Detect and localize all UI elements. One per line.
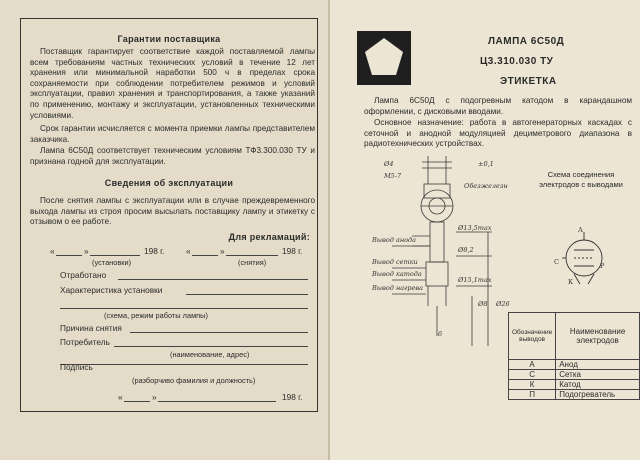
hand-reinforce: Обезжелезн (464, 182, 508, 190)
scheme-caption: (схема, режим работы лампы) (104, 311, 208, 320)
hand-heater: Вывод нагрева (372, 284, 424, 292)
hand-dim4: Ø26 (496, 300, 510, 308)
shipped-line (118, 279, 308, 280)
pin-name: Анод (556, 360, 640, 370)
pin-table-header (509, 313, 640, 360)
pin-name: Катод (556, 380, 640, 390)
date-open-1: « (50, 246, 55, 256)
hand-cathode: Вывод катода (372, 270, 422, 278)
sym-a: А (578, 226, 583, 234)
consumer-label: Потребитель (60, 337, 110, 347)
year-2: 198 г. (282, 246, 303, 256)
sym-k: К (568, 278, 574, 286)
hand-anode: Вывод анода (372, 236, 417, 244)
year-3: 198 г. (282, 392, 303, 402)
consumer-line (114, 346, 308, 347)
pin-col-symbol: Обозначение выводов (509, 313, 556, 360)
date-open-2: « (186, 246, 191, 256)
hand-dim7: ±0,1 (478, 160, 494, 168)
date-day-line-2 (192, 255, 218, 256)
date-day-line-1 (56, 255, 82, 256)
year-1: 198 г. (144, 246, 165, 256)
date-close-3: » (152, 392, 157, 402)
installed-caption: (установки) (92, 258, 132, 267)
sym-p: Р (600, 262, 605, 270)
pin-col-name: Наименование электродов (556, 313, 640, 360)
guarantee-text-1: Поставщик гарантирует соответствие каждой поставляемой лампы всем требованиям частных технических условий в течение 12 лет хранения или минимальной наработки 500 ч в пределах срока сохраняемости при соблюдении потребителем режимов и условий эксплуатации, правил хранения и транспортирования, а также указаний по применению, монтажу и эксплуатации, установленных техническими условиями. (30, 47, 315, 120)
table-row (509, 390, 640, 400)
signature-caption: (разборчиво фамилия и должность) (132, 376, 256, 385)
date-month-line-1 (90, 255, 140, 256)
pin-symbol: П (509, 390, 556, 400)
table-row (509, 370, 640, 380)
date-day-line-3 (124, 401, 150, 402)
hand-dim3: Ø15,1max (458, 276, 492, 284)
hand-dim2: Ø8,2 (458, 246, 474, 254)
consumer-line-2 (60, 364, 308, 365)
pin-table (508, 312, 640, 400)
hand-m: М5-7 (384, 172, 402, 180)
pentagon-logo-icon (356, 30, 412, 86)
purpose-text: Основное назначение: работа в автогенераторных каскадах с сеточной и анодной модуляцией дециметрового диапазона в радиотехнических устройствах. (364, 118, 632, 149)
claims-title: Для рекламаций: (228, 232, 310, 242)
install-char-line (186, 294, 308, 295)
operation-text: После снятия лампы с эксплуатации или в случае преждевременного выхода лампы из строя просим высылать поставщику лампу и этикетку с отзывом о ее работе. (30, 196, 315, 227)
reason-label: Причина снятия (60, 323, 122, 333)
install-char-line-2 (60, 308, 308, 309)
pin-symbol: А (509, 360, 556, 370)
shipped-label: Отработано (60, 270, 107, 280)
description-text: Лампа 6С50Д с подогревным катодом в карандашном оформлении, с дисковыми вводами. (364, 96, 632, 116)
electrode-schematic-icon (552, 228, 612, 288)
hand-dim5: Ø8 (478, 300, 488, 308)
date-month-line-2 (226, 255, 278, 256)
diagram-title: Схема соединения электродов с выводами (539, 170, 623, 189)
operation-title: Сведения об эксплуатации (104, 178, 234, 188)
signature-label: Подпись (60, 362, 93, 372)
sym-c: С (554, 258, 559, 266)
date-open-3: « (118, 392, 123, 402)
guarantee-text-2: Срок гарантии исчисляется с момента приемки лампы представителем заказчика. (30, 124, 315, 144)
pin-name: Подогреватель (556, 390, 640, 400)
removed-caption: (снятия) (238, 258, 267, 267)
date-close-2: » (220, 246, 225, 256)
reason-line (130, 332, 308, 333)
pin-symbol: С (509, 370, 556, 380)
consumer-caption: (наименование, адрес) (170, 350, 250, 359)
date-month-line-3 (158, 401, 276, 402)
guarantee-text-3: Лампа 6С50Д соответствует техническим условиям ТФ3.300.030 ТУ и признана годной для эксплуатации. (30, 146, 315, 166)
date-close-1: » (84, 246, 89, 256)
spec-number: Ц3.310.030 ТУ (480, 56, 554, 67)
product-title: ЛАМПА 6С50Д (488, 36, 565, 47)
install-char-label: Характеристика установки (60, 285, 163, 295)
hand-dim1: Ø13,5max (458, 224, 492, 232)
hand-dim6: 6 (438, 330, 443, 338)
table-row (509, 360, 640, 370)
hand-diameter: Ø4 (384, 160, 394, 168)
label-title: ЭТИКЕТКА (500, 76, 557, 87)
pin-symbol: К (509, 380, 556, 390)
guarantee-title: Гарантии поставщика (117, 34, 221, 44)
pin-name: Сетка (556, 370, 640, 380)
table-row (509, 380, 640, 390)
hand-grid: Вывод сетки (372, 258, 418, 266)
